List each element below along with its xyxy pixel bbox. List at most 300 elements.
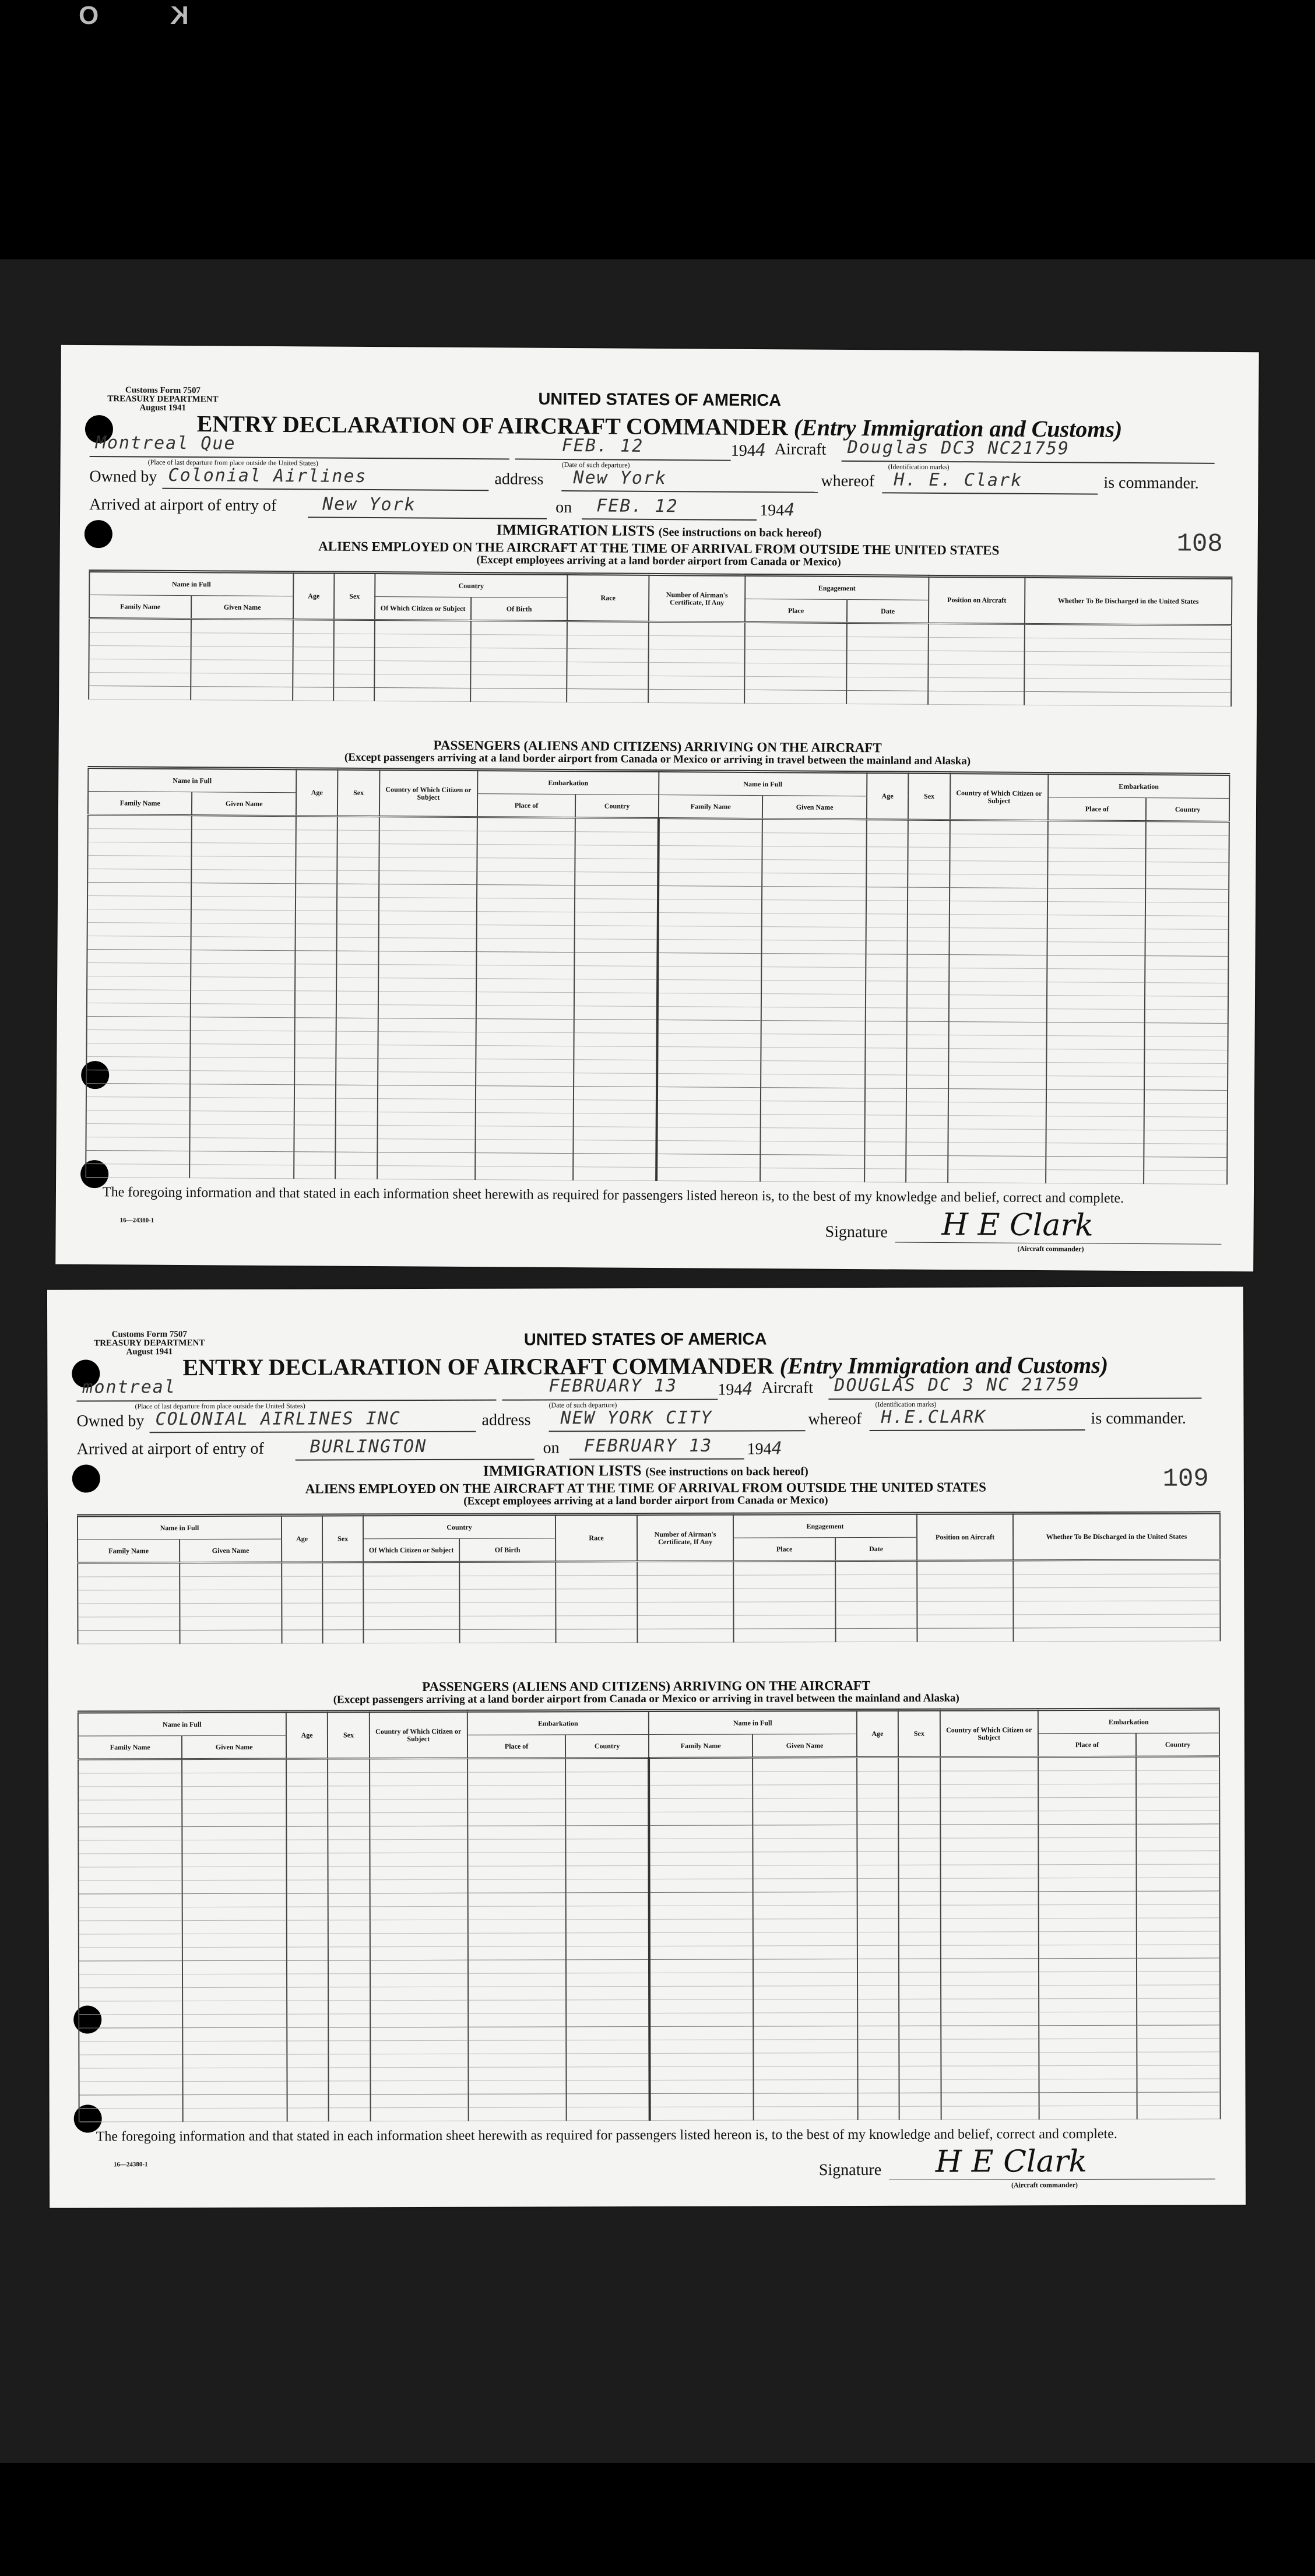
table-cell: [86, 1043, 191, 1057]
table-cell: [336, 1112, 378, 1125]
table-cell: [948, 1143, 1046, 1157]
table-cell: [906, 1169, 948, 1182]
table-cell: [649, 1932, 754, 1946]
table-cell: [329, 2094, 370, 2108]
table-cell: [948, 1076, 1046, 1090]
arrived-label: Arrived at airport of entry of: [89, 495, 277, 515]
table-cell: [79, 1894, 183, 1907]
table-cell: [1039, 2092, 1137, 2106]
table-cell: [908, 847, 950, 860]
table-cell: [370, 2000, 468, 2013]
table-cell: [329, 2041, 370, 2054]
table-cell: [370, 1879, 467, 1893]
table-cell: [192, 816, 296, 830]
table-cell: [79, 2095, 184, 2108]
table-cell: [949, 955, 1047, 969]
table-cell: [949, 941, 1047, 955]
table-cell: [1046, 1143, 1144, 1157]
col-group-name: Name in Full: [89, 571, 293, 596]
col-birth: Of Birth: [459, 1538, 555, 1562]
col-birth: Of Birth: [471, 598, 567, 621]
table-cell: [906, 1155, 948, 1169]
table-cell: [940, 1865, 1038, 1878]
table-cell: [337, 897, 379, 911]
table-cell: [866, 874, 908, 887]
aliens-title: ALIENS EMPLOYED ON THE AIRCRAFT AT THE TIME OF ARRIVAL FROM OUTSIDE THE UNITED STATES: [318, 539, 1000, 558]
film-mark-left: O: [79, 1, 99, 30]
table-cell: [857, 1878, 898, 1892]
table-cell: [760, 1168, 864, 1182]
table-cell: [649, 1906, 754, 1919]
table-cell: [468, 1879, 566, 1893]
table-cell: [762, 913, 866, 927]
table-cell: [296, 830, 338, 844]
table-cell: [907, 1035, 949, 1048]
table-cell: [753, 1839, 857, 1852]
year-prefix: 194: [730, 441, 755, 461]
table-cell: [468, 2081, 566, 2094]
table-cell: [656, 1127, 761, 1141]
col-group-country: Country: [363, 1514, 555, 1539]
arrival-date: FEBRUARY 13: [583, 1435, 713, 1457]
table-cell: [374, 688, 470, 702]
table-cell: [761, 1048, 866, 1062]
table-cell: [908, 860, 950, 874]
table-cell: [180, 1576, 282, 1590]
table-cell: [857, 1892, 899, 1905]
form-title-main: ENTRY DECLARATION OF AIRCRAFT COMMANDER: [196, 410, 788, 441]
table-cell: [898, 1771, 940, 1784]
signature-label: Signature: [825, 1222, 888, 1242]
arrival-date: FEB. 12: [596, 495, 678, 517]
table-cell: [1145, 902, 1229, 916]
table-cell: [847, 650, 929, 664]
table-cell: [370, 1812, 467, 1826]
table-cell: [1039, 1931, 1137, 1945]
table-cell: [657, 1114, 761, 1128]
table-cell: [857, 2106, 899, 2120]
owner-address: New York: [573, 468, 667, 489]
table-cell: [565, 1812, 649, 1825]
table-cell: [733, 1615, 835, 1629]
table-cell: [567, 2093, 650, 2107]
table-cell: [79, 1948, 183, 1961]
table-cell: [192, 843, 296, 857]
table-cell: [754, 2053, 858, 2067]
commander-name: H.E.CLARK: [881, 1407, 987, 1428]
table-cell: [948, 1008, 1046, 1022]
table-cell: [370, 1839, 467, 1853]
table-cell: [658, 899, 762, 913]
table-cell: [940, 1905, 1038, 1918]
table-cell: [287, 2054, 328, 2068]
table-cell: [1137, 1878, 1220, 1891]
table-cell: [293, 674, 333, 687]
table-cell: [649, 1986, 754, 1999]
table-cell: [86, 1084, 191, 1098]
table-cell: [657, 1060, 761, 1074]
table-cell: [363, 1576, 459, 1589]
table-cell: [1145, 876, 1229, 890]
table-cell: [658, 967, 762, 981]
table-cell: [1038, 1851, 1136, 1864]
table-cell: [329, 2027, 370, 2041]
table-cell: [899, 2053, 941, 2066]
table-cell: [379, 884, 477, 898]
table-cell: [898, 1757, 940, 1771]
table-cell: [1137, 1931, 1220, 1945]
table-cell: [295, 991, 337, 1004]
col-sex: Sex: [898, 1710, 940, 1757]
table-cell: [477, 898, 575, 912]
table-cell: [336, 1031, 378, 1045]
col-citizen-of: Country of Which Citizen or Subject: [370, 1711, 467, 1758]
table-cell: [180, 1603, 282, 1616]
table-cell: [87, 990, 191, 1004]
form-date: August 1941: [126, 1347, 173, 1357]
table-cell: [649, 1772, 753, 1785]
table-cell: [835, 1575, 917, 1588]
table-cell: [468, 2000, 566, 2013]
table-cell: [649, 1946, 754, 1959]
table-cell: [379, 898, 477, 912]
table-cell: [334, 647, 375, 660]
table-cell: [1046, 1022, 1144, 1036]
table-cell: [328, 1867, 370, 1880]
table-cell: [467, 1812, 565, 1826]
table-cell: [649, 649, 745, 663]
table-cell: [191, 1017, 295, 1031]
date-caption: (Date of such departure): [561, 460, 630, 469]
table-cell: [948, 1129, 1046, 1143]
table-cell: [378, 1005, 476, 1019]
table-cell: [477, 831, 575, 845]
table-cell: [190, 1098, 294, 1112]
table-cell: [899, 2093, 941, 2106]
table-cell: [294, 1125, 336, 1138]
table-cell: [575, 872, 658, 886]
col-certificate: Number of Airman's Certificate, If Any: [637, 1514, 733, 1561]
table-cell: [857, 2066, 899, 2079]
col-family-name: Family Name: [78, 1540, 180, 1563]
table-cell: [286, 1786, 328, 1800]
table-cell: [370, 1920, 467, 1933]
table-cell: [555, 1616, 637, 1629]
aliens-subtitle: (Except employees arriving at a land border airport from Canada or Mexico): [463, 1494, 828, 1507]
on-label: on: [543, 1439, 560, 1457]
table-cell: [333, 660, 374, 674]
col-embark-country: Country: [565, 1734, 649, 1758]
table-cell: [899, 1959, 940, 1972]
col-family-name: Family Name: [78, 1736, 182, 1759]
table-cell: [477, 912, 575, 926]
table-cell: [468, 2027, 566, 2040]
col-group-name: Name in Full: [88, 768, 296, 793]
table-cell: [567, 649, 649, 663]
table-cell: [1136, 1824, 1219, 1837]
table-cell: [370, 1853, 467, 1866]
table-cell: [658, 846, 762, 860]
arrival-year: [747, 1438, 783, 1459]
table-cell: [287, 2014, 328, 2027]
table-cell: [182, 1960, 287, 1974]
table-cell: [191, 910, 296, 924]
table-cell: [761, 1115, 865, 1129]
table-cell: [468, 1973, 566, 1987]
table-cell: [476, 1006, 574, 1020]
table-cell: [744, 690, 846, 704]
table-cell: [1137, 2065, 1221, 2079]
table-cell: [846, 690, 928, 704]
col-sex: Sex: [908, 772, 950, 820]
owned-label: Owned by: [76, 1412, 145, 1431]
commander-suffix: is commander.: [1103, 473, 1199, 493]
table-cell: [322, 1630, 363, 1643]
table-cell: [87, 856, 192, 870]
table-cell: [86, 1070, 191, 1084]
table-cell: [649, 1879, 754, 1892]
table-cell: [846, 677, 928, 691]
table-cell: [574, 1046, 658, 1060]
table-cell: [649, 1785, 753, 1798]
departure-place: montreal: [82, 1377, 176, 1398]
aliens-table: [88, 570, 1232, 707]
table-cell: [567, 2080, 650, 2093]
table-cell: [468, 1906, 566, 1920]
passengers-subtitle: (Except passengers arriving at a land border airport from Canada or Mexico or arriving in travel between the mainland and Alaska): [344, 751, 971, 768]
table-cell: [293, 687, 333, 701]
table-cell: [864, 1155, 906, 1169]
table-cell: [761, 1128, 865, 1142]
table-cell: [1046, 1076, 1144, 1090]
table-cell: [295, 951, 337, 964]
table-cell: [287, 1880, 328, 1893]
table-cell: [476, 1086, 574, 1100]
table-cell: [295, 964, 337, 978]
table-cell: [182, 1800, 287, 1813]
table-cell: [377, 1139, 475, 1153]
table-cell: [857, 2053, 899, 2066]
table-cell: [328, 1960, 370, 1974]
on-label: on: [555, 498, 572, 517]
col-group-engagement: Engagement: [733, 1513, 917, 1538]
table-cell: [762, 873, 867, 887]
table-cell: [470, 662, 567, 676]
table-cell: [180, 1590, 282, 1603]
table-cell: [329, 2068, 370, 2081]
table-cell: [941, 2053, 1039, 2066]
table-cell: [471, 648, 567, 662]
table-cell: [649, 1852, 753, 1865]
table-cell: [370, 2094, 468, 2107]
table-cell: [555, 1629, 637, 1643]
commander-name: H. E. Clark: [894, 469, 1023, 491]
table-cell: [378, 1059, 476, 1073]
table-cell: [649, 1959, 754, 1973]
table-cell: [191, 687, 293, 701]
table-cell: [467, 1799, 565, 1812]
table-cell: [907, 1021, 949, 1035]
table-cell: [191, 923, 296, 937]
table-cell: [191, 619, 293, 634]
table-cell: [940, 1892, 1038, 1905]
table-cell: [1047, 929, 1145, 943]
table-cell: [79, 1988, 183, 2001]
table-cell: [378, 938, 476, 952]
table-cell: [857, 1865, 898, 1878]
table-cell: [1137, 1864, 1220, 1878]
table-cell: [1025, 651, 1232, 666]
col-discharged: Whether To Be Discharged in the United States: [1013, 1513, 1220, 1561]
aliens-heading: [60, 537, 1258, 574]
table-cell: [1144, 1157, 1227, 1171]
col-engagement-date: Date: [847, 599, 929, 623]
table-cell: [649, 1865, 753, 1879]
table-cell: [1145, 862, 1229, 876]
table-cell: [476, 1032, 574, 1046]
table-cell: [378, 911, 476, 925]
col-age: Age: [857, 1710, 899, 1757]
table-cell: [649, 2013, 754, 2026]
table-cell: [295, 978, 337, 991]
table-cell: [575, 926, 658, 940]
table-cell: [1144, 1090, 1228, 1104]
table-cell: [1146, 835, 1229, 849]
table-cell: [191, 950, 296, 964]
table-cell: [1047, 888, 1145, 902]
table-cell: [287, 1934, 328, 1947]
table-cell: [1137, 1904, 1220, 1918]
table-cell: [940, 1811, 1038, 1825]
table-cell: [191, 964, 296, 978]
table-cell: [649, 1973, 754, 1986]
departure-year: [718, 1379, 754, 1400]
col-age: Age: [867, 772, 909, 820]
table-cell: [87, 1030, 191, 1044]
table-cell: [899, 1892, 940, 1905]
table-cell: [950, 834, 1047, 848]
table-cell: [86, 1137, 190, 1151]
table-cell: [566, 1825, 649, 1839]
table-cell: [182, 1813, 287, 1826]
table-cell: [183, 2068, 287, 2081]
table-cell: [286, 1759, 328, 1773]
table-cell: [79, 1934, 183, 1948]
table-cell: [555, 1562, 637, 1576]
table-cell: [575, 885, 658, 899]
table-cell: [762, 833, 867, 847]
table-cell: [329, 2081, 370, 2094]
table-cell: [379, 858, 477, 871]
table-cell: [1144, 1050, 1228, 1064]
commander-signature: H E Clark: [941, 1207, 1094, 1243]
table-cell: [1024, 665, 1231, 679]
form-department: TREASURY DEPARTMENT: [107, 394, 219, 405]
passengers-table: [78, 1707, 1221, 2122]
table-cell: [370, 1826, 467, 1839]
table-cell: [1145, 1023, 1228, 1037]
table-cell: [78, 1617, 180, 1630]
table-cell: [191, 897, 296, 911]
table-cell: [899, 2106, 941, 2120]
table-cell: [180, 1616, 282, 1630]
table-cell: [941, 2093, 1039, 2106]
table-cell: [1038, 1878, 1136, 1891]
col-race: Race: [567, 574, 649, 622]
table-cell: [1145, 1010, 1228, 1024]
table-cell: [753, 1986, 857, 1999]
table-cell: [370, 1987, 468, 2000]
table-cell: [459, 1616, 555, 1629]
col-embark-place: Place of: [477, 794, 575, 818]
table-cell: [293, 647, 334, 660]
table-cell: [1038, 1824, 1136, 1837]
table-cell: [941, 1972, 1039, 1985]
table-cell: [658, 886, 762, 900]
form-department: TREASURY DEPARTMENT: [94, 1338, 205, 1348]
col-engagement-date: Date: [835, 1537, 917, 1561]
table-cell: [657, 1101, 761, 1115]
table-cell: [79, 1881, 183, 1894]
table-cell: [182, 1920, 287, 1934]
col-age: Age: [286, 1712, 328, 1759]
table-cell: [857, 1771, 898, 1784]
table-cell: [567, 689, 648, 703]
table-cell: [754, 2013, 858, 2026]
form-title-paren: (Entry Immigration and Customs): [779, 1351, 1109, 1379]
col-age: Age: [293, 572, 334, 620]
table-cell: [928, 677, 1024, 691]
table-cell: [192, 870, 296, 884]
table-cell: [1039, 2052, 1137, 2065]
col-group-embarkation: Embarkation: [1038, 1709, 1219, 1734]
table-cell: [378, 992, 476, 1006]
table-cell: [857, 1838, 898, 1851]
table-cell: [374, 661, 470, 675]
table-cell: [899, 1985, 940, 1999]
table-cell: [183, 2001, 287, 2014]
table-cell: [86, 1151, 190, 1165]
table-cell: [182, 1974, 287, 1987]
table-cell: [190, 1111, 294, 1125]
table-cell: [733, 1561, 835, 1575]
table-cell: [1039, 2079, 1137, 2092]
table-cell: [294, 1085, 336, 1098]
table-cell: [648, 676, 744, 690]
table-cell: [753, 1785, 857, 1798]
table-cell: [917, 1615, 1013, 1628]
table-cell: [649, 1919, 754, 1932]
table-cell: [190, 1151, 294, 1165]
table-cell: [866, 968, 908, 981]
whereof-label: whereof: [808, 1410, 862, 1429]
table-cell: [459, 1602, 555, 1616]
table-cell: [649, 2067, 754, 2080]
table-cell: [328, 1947, 370, 1960]
table-cell: [866, 834, 908, 847]
table-cell: [1047, 942, 1145, 956]
table-cell: [761, 994, 866, 1008]
table-cell: [182, 1786, 287, 1800]
table-cell: [336, 1152, 378, 1165]
table-cell: [573, 1167, 656, 1181]
table-cell: [745, 649, 847, 663]
table-cell: [191, 990, 295, 1004]
table-cell: [566, 1906, 649, 1919]
table-cell: [336, 1045, 378, 1058]
table-cell: [753, 1919, 857, 1932]
table-cell: [370, 1772, 467, 1786]
